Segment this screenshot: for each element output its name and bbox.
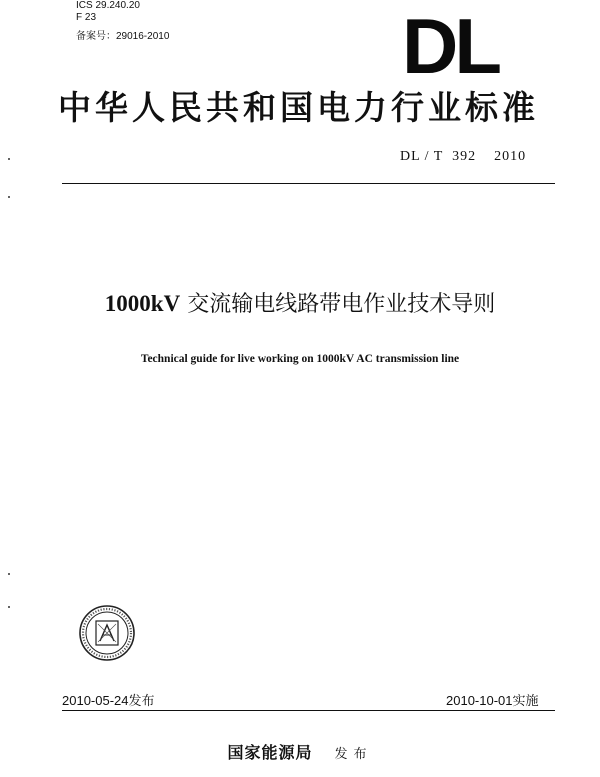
top-divider (62, 183, 555, 184)
standard-number: DL / T 392 2010 (400, 149, 527, 164)
scan-speck (8, 158, 10, 160)
standard-seal-icon (78, 604, 136, 662)
implementation-date: 2010-10-01实施 (446, 693, 539, 708)
publisher-action: 发布 (334, 747, 373, 762)
ccs-code: F 23 (76, 12, 97, 23)
scan-speck (8, 606, 10, 608)
title-chinese-text: 交流输电线路带电作业技术导则 (180, 292, 496, 317)
ics-code: ICS 29.240.20 (76, 0, 140, 11)
registration-number: 备案号：29016-2010 (76, 31, 170, 42)
title-voltage: 1000kV (104, 291, 181, 316)
bottom-divider (62, 710, 555, 711)
title-english: Technical guide for live working on 1000kV AC transmission line (140, 353, 460, 365)
publisher-line (0, 740, 600, 763)
scan-speck (8, 573, 10, 575)
dl-logo: DL (402, 2, 498, 90)
publisher-name: 国家能源局 (227, 743, 313, 762)
scan-speck (8, 196, 10, 198)
issue-date: 2010-05-24发布 (62, 693, 155, 708)
title-chinese (0, 289, 600, 320)
standard-category: 中华人民共和国电力行业标准 (58, 88, 539, 127)
